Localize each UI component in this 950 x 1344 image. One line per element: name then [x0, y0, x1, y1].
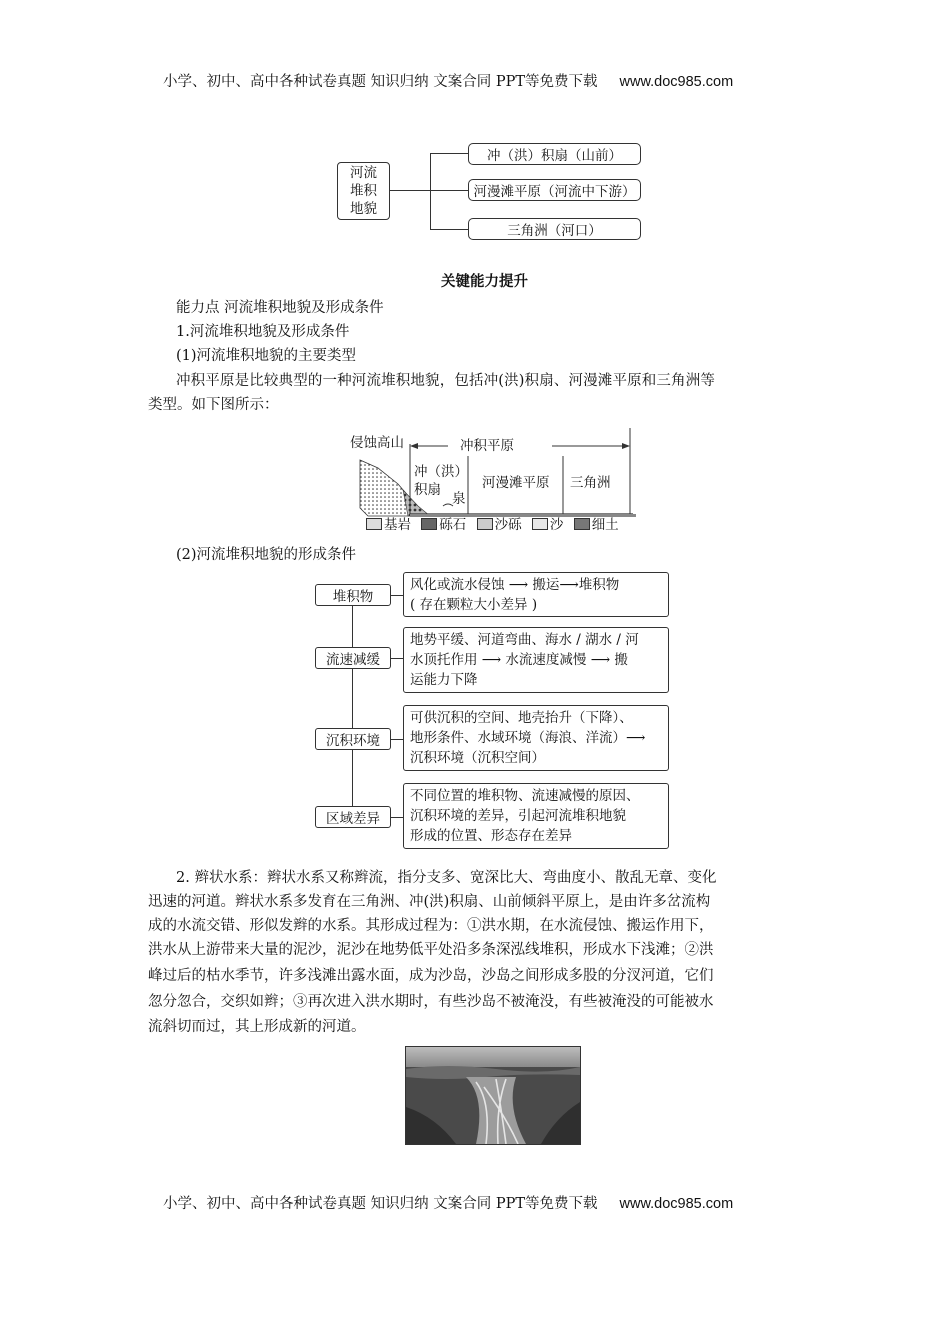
subheading-1: (1)河流堆积地貌的主要类型 — [176, 348, 357, 364]
condition-label-regional: 区域差异 — [315, 806, 391, 828]
diagram-item-floodplain: 河漫滩平原（河流中下游） — [468, 179, 641, 201]
paragraph-1-line-2: 类型。如下图所示： — [148, 397, 279, 413]
page-footer — [163, 1192, 733, 1213]
profile-label-fan: 冲（洪） 积扇 — [414, 464, 468, 498]
subheading-2: (2)河流堆积地貌的形成条件 — [176, 547, 357, 563]
heading-1: 1.河流堆积地貌及形成条件 — [176, 324, 350, 340]
condition-detail-sediment: 风化或流水侵蚀 ⟶ 搬运⟶堆积物 ( 存在颗粒大小差异 ) — [403, 572, 669, 617]
diagram-item-alluvial-fan: 冲（洪）积扇（山前） — [468, 143, 641, 165]
paragraph-2-line: 峰过后的枯水季节，许多浅滩出露水面，成为沙岛，沙岛之间形成多股的分汊河道，它们 — [148, 968, 714, 984]
braided-river-image — [406, 1047, 580, 1144]
profile-label-mountain: 侵蚀高山 — [350, 435, 404, 451]
profile-label-delta: 三角洲 — [570, 475, 611, 491]
header-text: 小学、初中、高中各种试卷真题 知识归纳 文案合同 PPT等免费下载 — [163, 74, 598, 90]
paragraph-2-line: 忽分忽合，交织如辫；③再次进入洪水期时，有些沙岛不被淹没，有些被淹没的可能被水 — [148, 994, 714, 1010]
condition-label-slowdown: 流速减缓 — [315, 647, 391, 669]
condition-detail-slowdown: 地势平缓、河道弯曲、海水 / 湖水 / 河 水顶托作用 ⟶ 水流速度减慢 ⟶ 搬 运能力下降 — [403, 627, 669, 693]
paragraph-2-line: 流斜切而过，其上形成新的河道。 — [148, 1019, 366, 1035]
paragraph-2-line: 成的水流交错、形似发辫的水系。其形成过程为：①洪水期，在水流侵蚀、搬运作用下， — [148, 918, 714, 934]
condition-detail-regional: 不同位置的堆积物、流速减慢的原因、 沉积环境的差异，引起河流堆积地貌 形成的位置、形态存在差异 — [403, 783, 669, 849]
footer-site: www.doc985.com — [619, 1196, 734, 1212]
page-header — [163, 70, 733, 91]
header-site: www.doc985.com — [619, 74, 734, 90]
braided-river-photo — [405, 1046, 581, 1145]
section-title: 关键能力提升 — [441, 273, 528, 290]
paragraph-2-line: 2. 辫状水系：辫状水系又称辫流，指分支多、宽深比大、弯曲度小、散乱无章、变化 — [176, 870, 717, 886]
profile-label-floodplain: 河漫滩平原 — [482, 475, 550, 491]
paragraph-2-line: 迅速的河道。辫状水系多发育在三角洲、冲(洪)积扇、山前倾斜平原上，是由许多岔流构 — [148, 894, 711, 910]
condition-detail-environment: 可供沉积的空间、地壳抬升（下降）、 地形条件、水域环境（海浪、洋流）⟶ 沉积环境（沉积空间） — [403, 705, 669, 771]
diagram-root-label: 河流 堆积 地貌 — [350, 165, 377, 217]
condition-label-environment: 沉积环境 — [315, 728, 391, 750]
diagram-item-delta: 三角洲（河口） — [468, 218, 641, 240]
profile-label-plain: 冲积平原 — [460, 438, 514, 454]
paragraph-1-line-1: 冲积平原是比较典型的一种河流堆积地貌，包括冲(洪)积扇、河漫滩平原和三角洲等 — [176, 373, 716, 389]
paragraph-2-line: 洪水从上游带来大量的泥沙，泥沙在地势低平处沿多条深泓线堆积，形成水下浅滩；②洪 — [148, 942, 714, 958]
alluvial-plain-profile — [348, 428, 640, 536]
profile-label-spring: 泉 — [452, 491, 466, 507]
condition-label-sediment: 堆积物 — [315, 584, 391, 606]
profile-legend: 基岩 砾石 沙砾 沙 细土 — [366, 516, 619, 534]
footer-text: 小学、初中、高中各种试卷真题 知识归纳 文案合同 PPT等免费下载 — [163, 1196, 598, 1212]
diagram-root-box — [337, 162, 390, 220]
ability-point: 能力点 河流堆积地貌及形成条件 — [176, 300, 384, 316]
